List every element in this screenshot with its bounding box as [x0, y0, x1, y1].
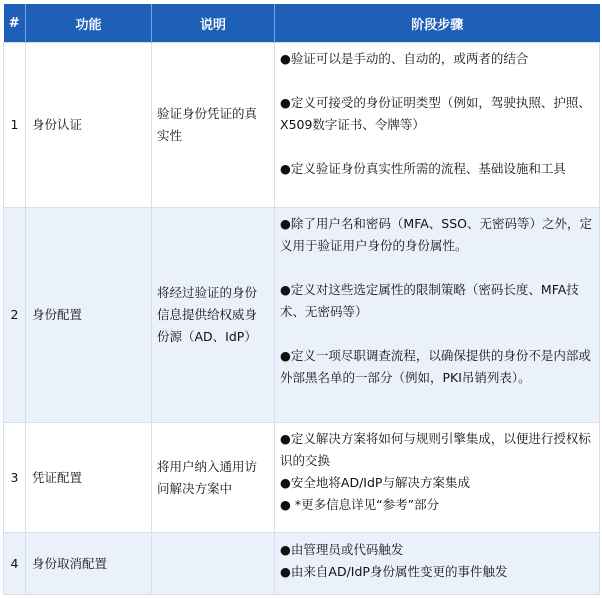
row-num: 2: [4, 208, 26, 423]
step-item: ● *更多信息详见“参考”部分: [280, 497, 440, 512]
row-function: 凭证配置: [26, 423, 152, 533]
row-num: 4: [4, 533, 26, 595]
identity-lifecycle-table: [3, 4, 600, 595]
step-item: ●定义对这些选定属性的限制策略（密码长度、MFA技术、无密码等）: [280, 282, 579, 319]
step-item: ●由来自AD/IdP身份属性变更的事件触发: [280, 564, 508, 579]
table-row: [4, 423, 600, 533]
row-description: 将经过验证的身份信息提供给权威身份源（AD、IdP）: [152, 208, 275, 423]
step-item: ●安全地将AD/IdP与解决方案集成: [280, 475, 470, 490]
table-header-row: [4, 4, 600, 43]
header-num: #: [4, 4, 26, 43]
row-description: [152, 533, 275, 595]
step-item: ●定义解决方案将如何与规则引擎集成，以便进行授权标识的交换: [280, 431, 591, 468]
table-row: [4, 43, 600, 208]
row-steps: [275, 43, 600, 208]
step-item: ●定义验证身份真实性所需的流程、基础设施和工具: [280, 161, 566, 176]
row-function: 身份认证: [26, 43, 152, 208]
row-function: 身份配置: [26, 208, 152, 423]
step-item: ●除了用户名和密码（MFA、SSO、无密码等）之外，定义用于验证用户身份的身份属性。: [280, 216, 592, 253]
row-function: 身份取消配置: [26, 533, 152, 595]
row-num: 1: [4, 43, 26, 208]
header-function: 功能: [26, 4, 152, 43]
step-item: ●定义可接受的身份证明类型（例如，驾驶执照、护照、X509数字证书、令牌等）: [280, 95, 591, 132]
table-row: [4, 533, 600, 595]
step-item: ●由管理员或代码触发: [280, 542, 404, 557]
header-description: 说明: [152, 4, 275, 43]
row-steps: [275, 423, 600, 533]
table-row: [4, 208, 600, 423]
step-item: ●验证可以是手动的、自动的，或两者的结合: [280, 51, 529, 66]
row-description: 验证身份凭证的真实性: [152, 43, 275, 208]
row-description: 将用户纳入通用访问解决方案中: [152, 423, 275, 533]
header-steps: 阶段步骤: [275, 4, 600, 43]
row-steps: [275, 533, 600, 595]
step-item: ●定义一项尽职调查流程，以确保提供的身份不是内部或外部黑名单的一部分（例如，PKI吊销列表）。: [280, 348, 591, 385]
row-steps: [275, 208, 600, 423]
row-num: 3: [4, 423, 26, 533]
